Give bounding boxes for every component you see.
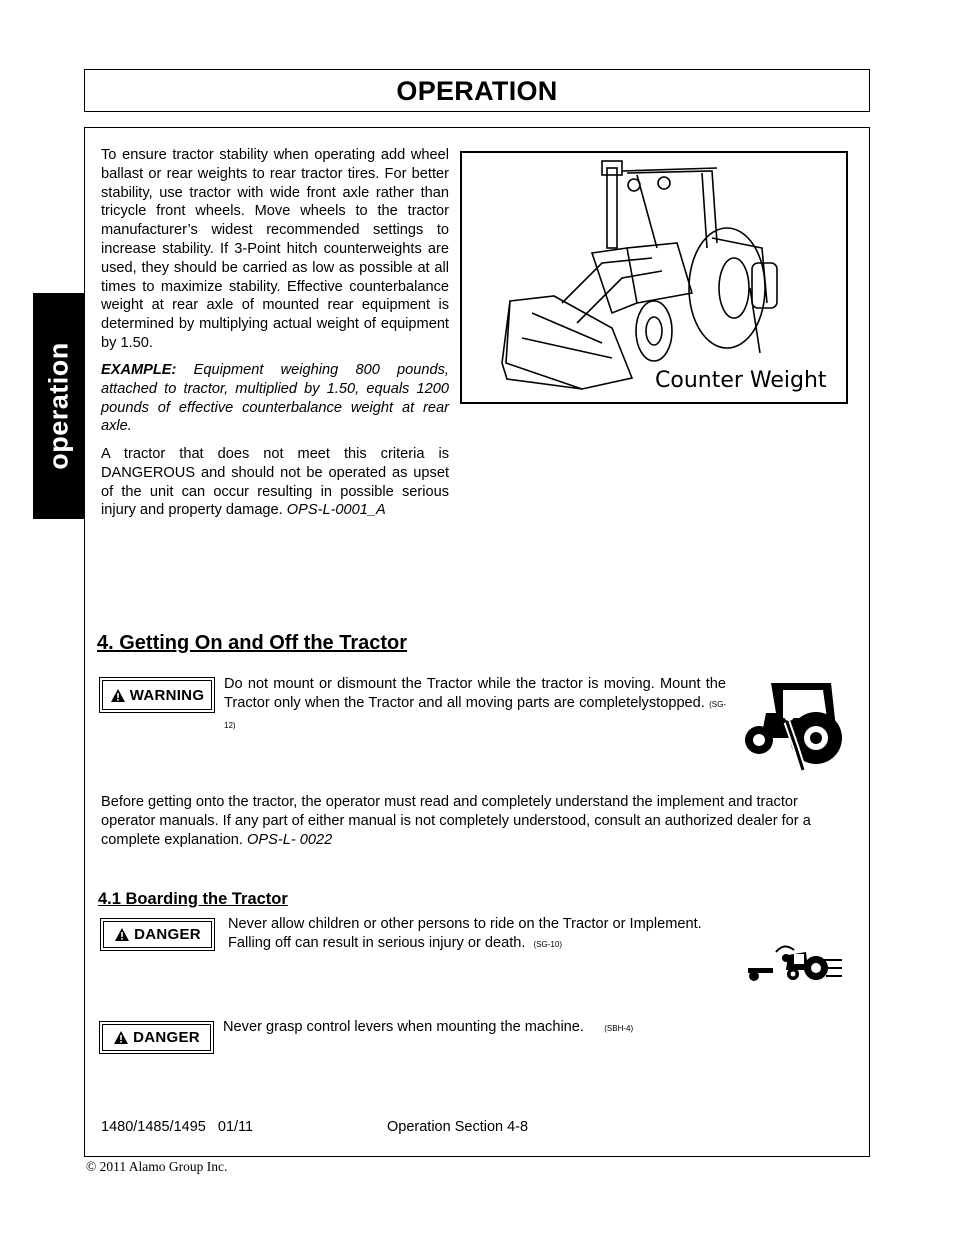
stability-ref: OPS-L-0001_A	[286, 502, 386, 519]
page-header-box	[84, 69, 870, 112]
danger-label-1-text: DANGER	[134, 926, 201, 943]
footer-section: Operation Section 4-8	[387, 1119, 529, 1135]
danger-label-1	[100, 918, 215, 951]
warning-ref: (SG-12)	[224, 699, 727, 730]
danger-triangle-icon	[113, 1030, 129, 1045]
page-title: OPERATION	[396, 76, 558, 106]
figure-caption: Counter Weight	[655, 368, 827, 393]
no-riders-tractor-icon	[746, 940, 844, 984]
warning-label	[99, 677, 215, 713]
danger-1-ref: (SG-10)	[533, 939, 562, 949]
warning-label-text: WARNING	[129, 686, 205, 704]
warning-text: Do not mount or dismount the Tractor while the tractor is moving. Mount the Tractor only when the Tractor and all moving parts are completelystopped. (SG-12)	[224, 676, 727, 730]
counter-weight-figure	[460, 151, 848, 404]
danger-triangle-icon	[114, 927, 130, 942]
copyright: © 2011 Alamo Group Inc.	[86, 1159, 228, 1174]
example-label: EXAMPLE:	[101, 362, 177, 378]
warning-triangle-icon	[110, 688, 126, 703]
section-4-1-heading: 4.1 Boarding the Tractor	[98, 890, 288, 908]
operator-manual-ref: OPS-L- 0022	[247, 831, 333, 848]
danger-label-2	[99, 1021, 214, 1054]
stability-danger-paragraph: A tractor that does not meet this criteria is DANGEROUS and should not be operated as upset of the unit can occur resulting in possible serious injury and property damage. OPS-L-0001_A	[101, 446, 449, 519]
example-paragraph	[101, 361, 449, 436]
side-section-tab	[33, 293, 84, 519]
example-text: Equipment weighing 800 pounds, attached to tractor, multiplied by 1.50, equals 1200 pounds of effective counterbalance weight at rear axle.	[101, 362, 449, 435]
operator-manual-paragraph: Before getting onto the tractor, the operator must read and completely understand the implement and tractor operator manuals. If any part of either manual is not completely understood, consult an authorized dealer for a complete explanation. OPS-L- 0022	[101, 794, 811, 848]
danger-2-ref: (SBH-4)	[604, 1024, 634, 1033]
danger-1-text: Never allow children or other persons to ride on the Tractor or Implement. Falling off can result in serious injury or death. (SG-10)	[228, 916, 702, 951]
tractor-loader-illustration	[462, 153, 846, 402]
danger-2-text: Never grasp control levers when mounting the machine. (SBH-4)	[223, 1019, 634, 1035]
danger-label-2-text: DANGER	[133, 1029, 200, 1046]
side-tab-label: operation	[43, 342, 73, 470]
stability-paragraph: To ensure tractor stability when operating add wheel ballast or rear weights to rear tractor tires. For better stability, use tractor with wide front axle rather than tricycle front wheels. Move wheels to the tractor manufacturer’s widest recommended settings to increase stability. If 3-Point hitch counterweights are used, they should be carried as low as possible at all times to maximize stability. Effective counterbalance weight at rear axle of mounted rear equipment is determined by multiplying actual weight of equipment by 1.50.	[101, 147, 449, 351]
no-mount-moving-tractor-icon	[741, 678, 846, 778]
footer-model: 1480/1485/1495 01/11	[101, 1119, 254, 1135]
section-4-heading: 4. Getting On and Off the Tractor	[97, 632, 408, 654]
